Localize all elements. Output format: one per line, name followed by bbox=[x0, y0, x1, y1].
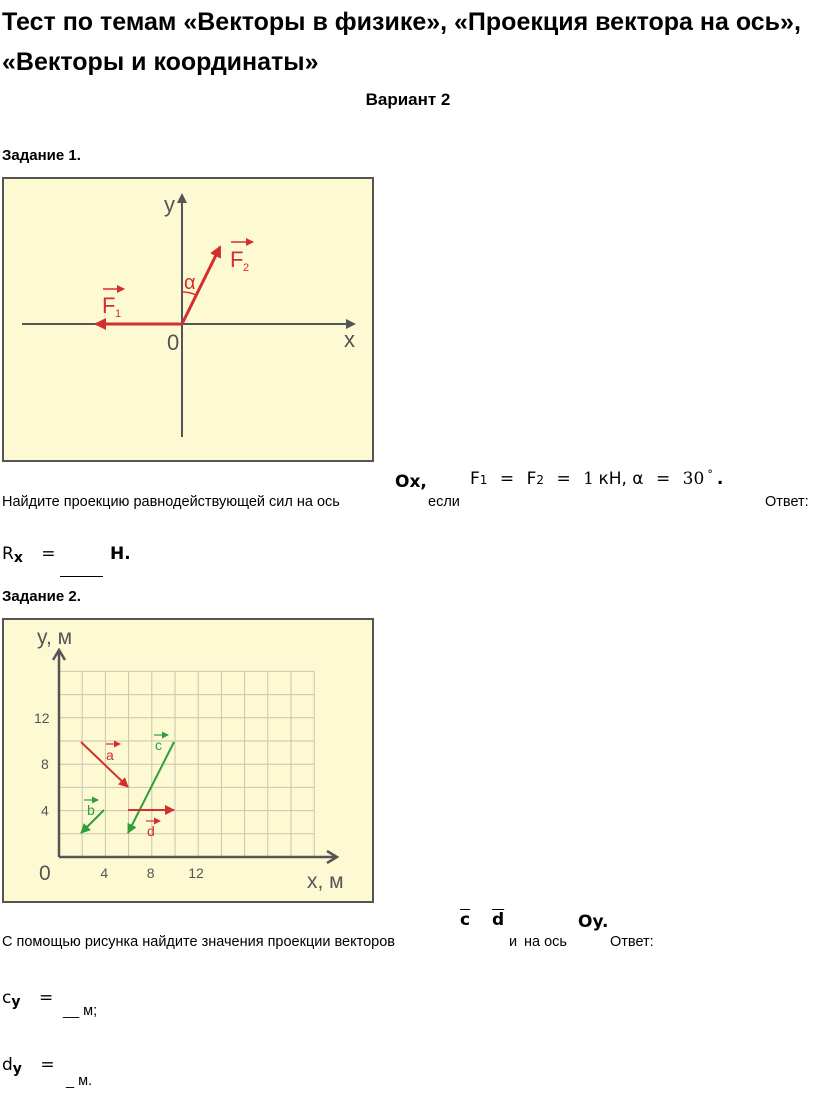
cond-value: 1 bbox=[583, 469, 594, 489]
cond-degree: ° bbox=[707, 468, 713, 481]
origin-label: 0 bbox=[167, 330, 180, 355]
cond-eq3: = bbox=[655, 469, 671, 489]
title-line-2: «Векторы и координаты» bbox=[2, 48, 319, 76]
y-tick-label: 12 bbox=[34, 709, 50, 726]
cond-sub1: 1 bbox=[479, 473, 488, 487]
x-axis-label: x, м bbox=[307, 870, 344, 893]
cond-f1: F bbox=[470, 469, 480, 489]
dy-blank[interactable]: _ bbox=[66, 1073, 75, 1089]
f2-subscript: 2 bbox=[243, 262, 250, 274]
vector-a-label: a bbox=[106, 747, 114, 763]
task2-dy-answer bbox=[66, 1073, 92, 1089]
cond-unit: кН, α bbox=[598, 469, 644, 489]
task1-answer bbox=[2, 544, 68, 566]
vector-c-label: c bbox=[155, 737, 162, 753]
task1-axis: Ox, bbox=[395, 472, 427, 492]
answer-rx-sub: x bbox=[13, 550, 23, 566]
cy-blank[interactable]: __ bbox=[63, 1003, 80, 1019]
task2-cy-answer bbox=[63, 1003, 97, 1019]
task2-heading: Задание 2. bbox=[2, 588, 81, 605]
task1-condition bbox=[470, 468, 723, 489]
task2-answer-label: Ответ: bbox=[610, 934, 654, 950]
task2-vec-d: $\overline{d}$ bbox=[492, 910, 505, 930]
f1-label: F bbox=[102, 293, 116, 318]
cond-eq2: = bbox=[556, 469, 571, 489]
task2-cy-equation bbox=[2, 988, 53, 1010]
x-tick-label: 4 bbox=[100, 865, 109, 881]
y-tick-label: 4 bbox=[41, 802, 49, 819]
cy-lhs: c bbox=[2, 988, 12, 1008]
task2-and-word: и bbox=[509, 934, 518, 950]
task2-axis-prefix: на ось bbox=[524, 934, 567, 950]
task1-figure bbox=[2, 177, 374, 462]
answer-rx: R bbox=[2, 544, 14, 564]
variant-label: Вариант 2 bbox=[365, 90, 451, 109]
cond-sub2: 2 bbox=[536, 473, 544, 487]
task2-axis: Oy. bbox=[578, 912, 609, 932]
task2-question: С помощью рисунка найдите значения проекции векторов bbox=[2, 934, 395, 950]
cy-sub: y bbox=[11, 994, 21, 1010]
alpha-label: α bbox=[184, 272, 196, 294]
dy-sub: y bbox=[12, 1061, 22, 1077]
vector-d-label: d bbox=[147, 823, 155, 839]
task1-if-word: если bbox=[428, 494, 460, 510]
dy-lhs: d bbox=[2, 1055, 13, 1075]
dy-eq: = bbox=[40, 1055, 55, 1075]
page-title bbox=[2, 2, 802, 82]
y-axis-label: y bbox=[164, 192, 175, 217]
grid bbox=[59, 671, 314, 857]
x-tick-label: 12 bbox=[188, 865, 204, 881]
title-line-1: Тест по темам «Векторы в физике», «Проекция вектора на ось», bbox=[2, 8, 801, 36]
task1-answer-unit: Н. bbox=[110, 544, 131, 564]
cond-angle: 30 bbox=[682, 469, 705, 489]
task2-vec-c: $\overline{c}$ bbox=[460, 910, 471, 930]
f2-label: F bbox=[230, 247, 244, 272]
cy-unit: м; bbox=[83, 1003, 98, 1019]
cond-end: . bbox=[716, 469, 724, 489]
y-tick-label: 8 bbox=[41, 756, 49, 773]
task1-answer-blank[interactable] bbox=[60, 558, 103, 577]
task2-dy-equation bbox=[2, 1055, 55, 1077]
x-axis-label: x bbox=[344, 327, 355, 352]
vector-b-label: b bbox=[87, 802, 95, 818]
cy-eq: = bbox=[38, 988, 54, 1008]
dy-unit: м. bbox=[78, 1073, 93, 1089]
cond-eq1: = bbox=[499, 469, 515, 489]
x-tick-label: 8 bbox=[146, 865, 155, 881]
task1-heading: Задание 1. bbox=[2, 147, 81, 164]
y-axis-label: y, м bbox=[37, 626, 73, 649]
task1-answer-label: Ответ: bbox=[765, 494, 809, 510]
task1-question: Найдите проекцию равнодействующей сил на ось bbox=[2, 494, 340, 510]
answer-eq: = bbox=[41, 544, 56, 564]
cond-f2: F bbox=[526, 469, 537, 489]
task2-figure bbox=[2, 618, 374, 903]
task2-diagram bbox=[4, 620, 372, 901]
task1-diagram bbox=[4, 179, 372, 460]
f1-subscript: 1 bbox=[115, 308, 122, 320]
origin-label: 0 bbox=[39, 862, 51, 885]
